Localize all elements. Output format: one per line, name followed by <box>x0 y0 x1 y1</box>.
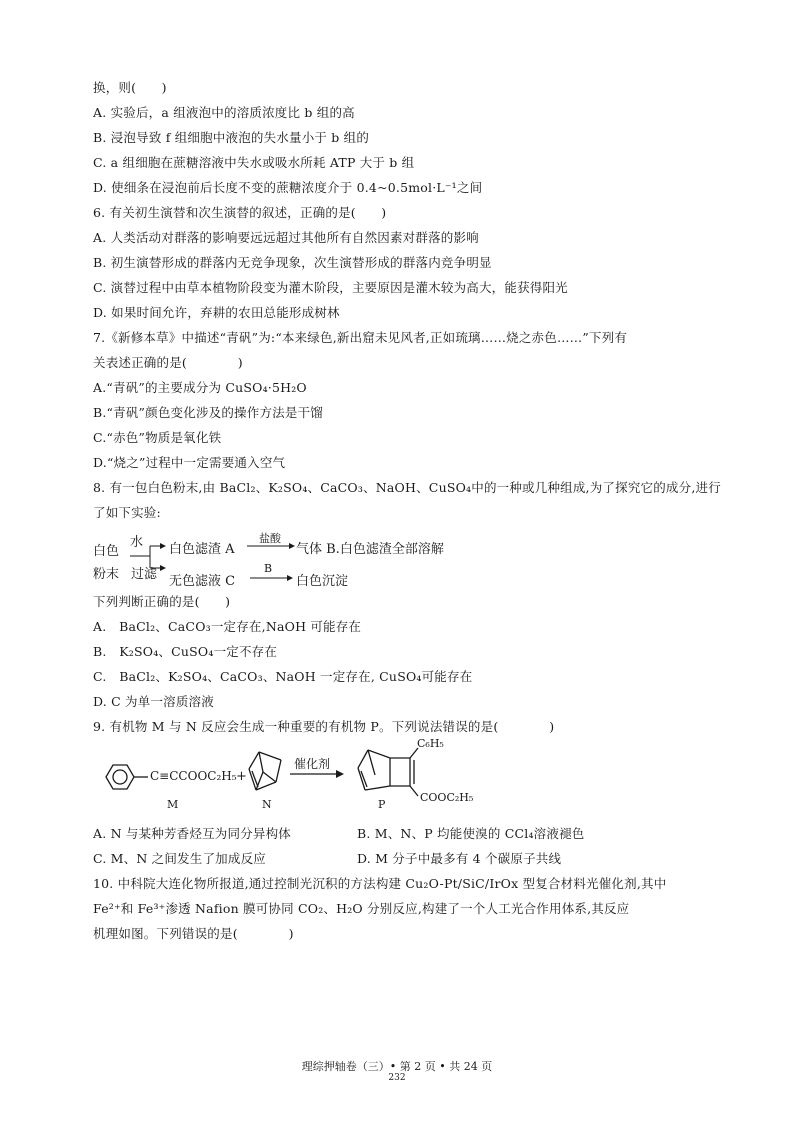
option-line: B. 浸泡导致 f 组细胞中液泡的失水量小于 b 组的 <box>93 130 370 145</box>
question-7-stem: 7.《新修本草》中描述“青矾”为:“本来绿色,新出窟未见风者,正如琉璃……烧之赤色……”下列有 <box>93 330 628 345</box>
text-line: 换，则( ) <box>93 80 167 95</box>
option-line: D.“烧之”过程中一定需要通入空气 <box>93 455 286 470</box>
bond-line <box>368 750 375 775</box>
catalyst-label: 催化剂 <box>294 757 331 771</box>
option-d-9: D. M 分子中最多有 4 个碳原子共线 <box>357 851 562 866</box>
question-10-line2: Fe²⁺和 Fe³⁺渗透 Nafion 膜可协同 CO₂、H₂O 分别反应,构建了一个人工光合作用体系,其反应 <box>93 901 630 916</box>
flow-filtrate-c: 无色滤液 C <box>169 574 236 589</box>
option-line: A. 实验后，a 组液泡中的溶质浓度比 b 组的高 <box>93 105 355 120</box>
label-m: M <box>167 798 179 811</box>
flow-hcl-label: 盐酸 <box>259 532 281 545</box>
flow-gas-result: 气体 B.白色滤渣全部溶解 <box>296 542 444 557</box>
option-line: A. BaCl₂、CaCO₃一定存在,NaOH 可能存在 <box>93 619 362 634</box>
flow-residue-a: 白色滤渣 A <box>169 542 235 557</box>
flow-filter-label: 过滤 <box>131 567 158 582</box>
question-9-stem: 9. 有机物 M 与 N 反应会生成一种重要的有机物 P。下列说法错误的是( ) <box>93 719 555 734</box>
bond-line <box>259 752 263 772</box>
option-line: C. a 组细胞在蔗糖溶液中失水或吸水所耗 ATP 大于 b 组 <box>93 155 415 170</box>
bond-line <box>358 750 368 768</box>
question-6-stem: 6. 有关初生演替和次生演替的叙述，正确的是( ) <box>93 205 387 220</box>
page-footer: 理综押轴卷（三）• 第 2 页 • 共 24 页 <box>301 1060 493 1073</box>
m-substituent: C≡CCOOC₂H₅ <box>150 769 237 783</box>
question-10-line3: 机理如图。下列错误的是( ) <box>93 926 294 941</box>
option-line: B. K₂SO₄、CuSO₄一定不存在 <box>93 644 278 659</box>
option-line: C. 演替过程中由草本植物阶段变为灌木阶段，主要原因是灌木较为高大，能获得阳光 <box>93 280 568 295</box>
option-c-9: C. M、N 之间发生了加成反应 <box>93 851 266 866</box>
question-10-line1: 10. 中科院大连化物所报道,通过控制光沉积的方法构建 Cu₂O-Pt/SiC/IrOx 型复合材料光催化剂,其中 <box>93 876 667 891</box>
option-line: C.“赤色”物质是氧化铁 <box>93 430 222 445</box>
option-line: A.“青矾”的主要成分为 CuSO₄·5H₂O <box>93 380 307 395</box>
option-line: D. 如果时间允许，弃耕的农田总能形成树林 <box>93 305 340 320</box>
flow-precipitate: 白色沉淀 <box>296 574 349 589</box>
flow-start-line2: 粉末 <box>93 567 120 582</box>
benzene-ring <box>106 765 134 789</box>
flow-start-line1: 白色 <box>93 544 120 559</box>
question-8-stem: 8. 有一包白色粉末,由 BaCl₂、K₂SO₄、CaCO₃、NaOH、CuSO₄中的一种或几种组成,为了探究它的成分,进行 <box>93 480 721 495</box>
option-a-9: A. N 与某种芳香烃互为同分异构体 <box>93 826 291 841</box>
plus-sign: + <box>236 769 247 784</box>
label-n: N <box>262 798 272 811</box>
bond-line <box>263 772 276 782</box>
option-b-9: B. M、N、P 均能使溴的 CCl₄溶液褪色 <box>357 826 585 841</box>
bond-line <box>276 760 281 782</box>
question-8-stem-cont: 了如下实验: <box>93 505 161 520</box>
option-line: B. 初生演替形成的群落内无竞争现象，次生演替形成的群落内竞争明显 <box>93 255 492 270</box>
arrowhead <box>336 770 344 778</box>
page-number: 232 <box>388 1073 406 1083</box>
option-line: D. C 为单一溶质溶液 <box>93 694 214 709</box>
option-line: C. BaCl₂、K₂SO₄、CaCO₃、NaOH 一定存在, CuSO₄可能存在 <box>93 669 473 684</box>
p-ester-label: COOC₂H₅ <box>420 791 474 804</box>
label-p: P <box>378 798 386 811</box>
option-line: B.“青矾”颜色变化涉及的操作方法是干馏 <box>93 405 323 420</box>
bond-line <box>259 752 281 760</box>
option-line: A. 人类活动对群落的影响要远远超过其他所有自然因素对群落的影响 <box>93 230 479 245</box>
p-phenyl-label: C₆H₅ <box>417 737 444 750</box>
option-line: D. 使细条在浸泡前后长度不变的蔗糖浓度介于 0.4~0.5mol·L⁻¹之间 <box>93 180 483 195</box>
flow-b-label: B <box>264 562 273 575</box>
flow-water-label: 水 <box>130 535 144 550</box>
bond-line <box>249 752 259 769</box>
bond-line <box>368 750 390 758</box>
question-8-ask: 下列判断正确的是( ) <box>93 594 231 609</box>
bond-line <box>410 786 418 796</box>
bond-line <box>365 786 390 790</box>
question-7-stem-cont: 关表述正确的是( ) <box>93 355 243 370</box>
aromatic-circle <box>113 770 127 784</box>
